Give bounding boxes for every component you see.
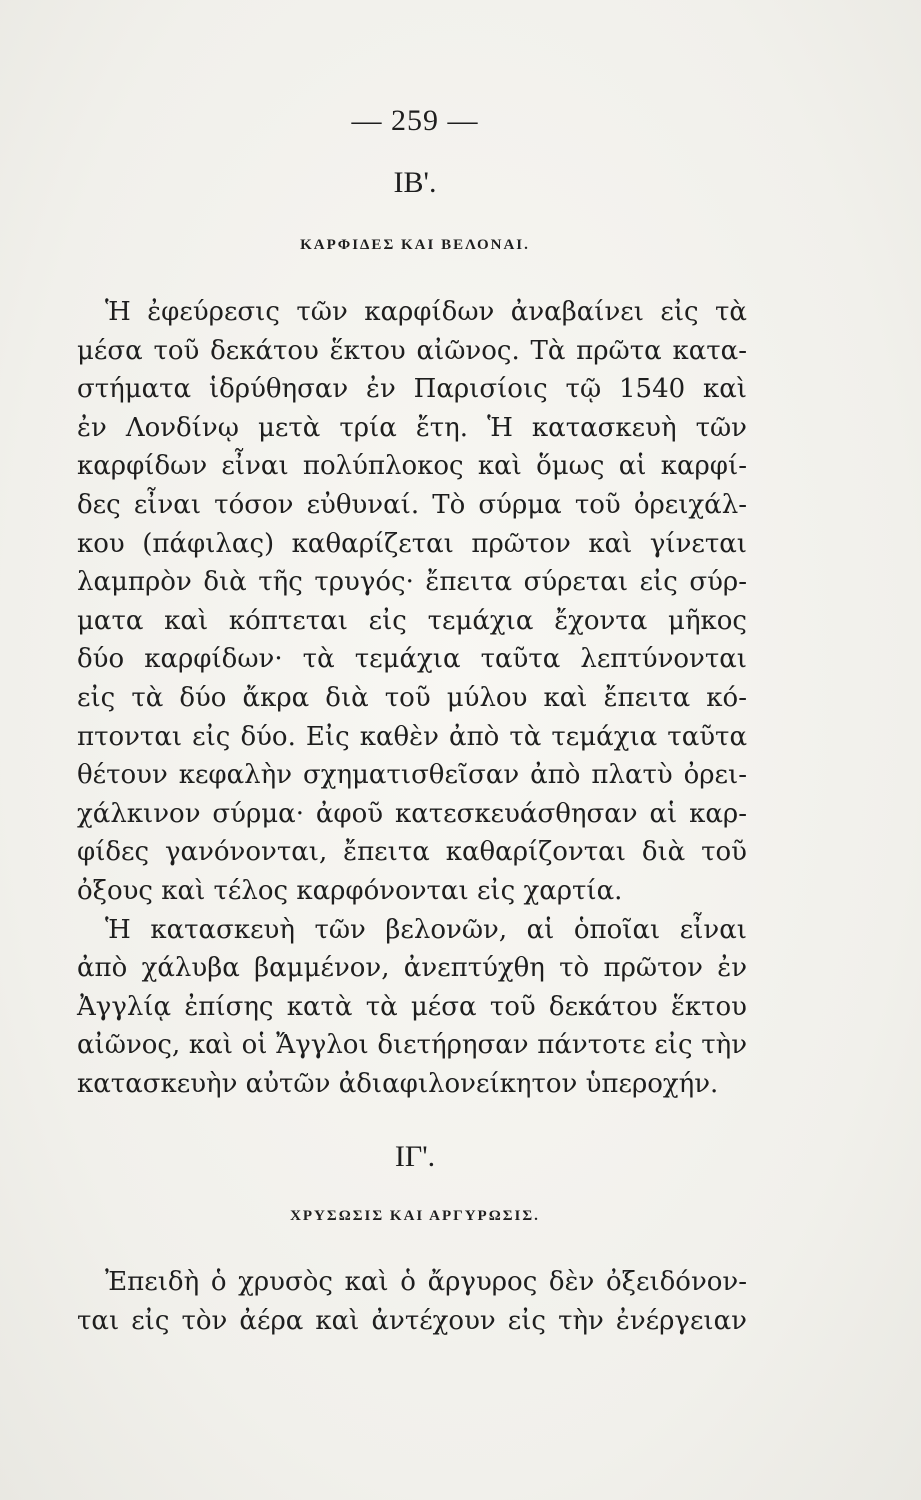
text-line: καρφίδων εἶναι πολύπλοκος καὶ ὅμως αἱ καρφί- [77, 451, 747, 482]
text-line: Ἀγγλίᾳ ἐπίσης κατὰ τὰ μέσα τοῦ δεκάτου ἕκτου [77, 991, 747, 1022]
text-line: ἐν Λονδίνῳ μετὰ τρία ἔτη. Ἡ κατασκευὴ τῶν [77, 412, 747, 443]
text-line: ται εἰς τὸν ἀέρα καὶ ἀντέχουν εἰς τὴν ἐνέργειαν [77, 1305, 747, 1336]
section-number: ΙΒ'. [393, 166, 437, 199]
text-line: στήματα ἱδρύθησαν ἐν Παρισίοις τῷ 1540 καὶ [77, 374, 747, 405]
section-body [77, 1263, 747, 1340]
page-number: — 259 — [351, 104, 479, 137]
text-line: δες εἶναι τόσον εὐθυναί. Τὸ σύρμα τοῦ ὀρειχάλ- [77, 489, 747, 520]
text-line: ἀπὸ χάλυβα βαμμένον, ἀνεπτύχθη τὸ πρῶτον ἐν [77, 953, 747, 984]
text-line: ματα καὶ κόπτεται εἰς τεμάχια ἔχοντα μῆκος [77, 605, 747, 636]
text-line: λαμπρὸν διὰ τῆς τρυγός· ἔπειτα σύρεται εἰς σύρ- [77, 567, 747, 598]
text-line: χάλκινον σύρμα· ἀφοῦ κατεσκευάσθησαν αἱ καρ- [77, 798, 747, 829]
section-body [77, 293, 747, 1103]
text-line: Ἡ κατασκευὴ τῶν βελονῶν, αἱ ὁποῖαι εἶναι [105, 914, 747, 945]
text-line: θέτουν κεφαλὴν σχηματισθεῖσαν ἀπὸ πλατὺ ὀρει- [77, 760, 747, 791]
text-line: μέσα τοῦ δεκάτου ἕκτου αἰῶνος. Τὰ πρῶτα κατα- [77, 335, 747, 366]
section-title: ΚΑΡΦΙΔΕΣ ΚΑΙ ΒΕΛΟΝΑΙ. [300, 237, 530, 253]
text-line: κατασκευὴν αὐτῶν ἀδιαφιλονείκητον ὑπεροχήν. [77, 1068, 719, 1099]
text-line: Ἐπειδὴ ὁ χρυσὸς καὶ ὁ ἄργυρος δὲν ὀξειδόνον- [105, 1267, 747, 1297]
text-line: Ἡ ἐφεύρεσις τῶν καρφίδων ἀναβαίνει εἰς τὰ [105, 297, 747, 327]
section-title: ΧΡΥΣΩΣΙΣ ΚΑΙ ΑΡΓΥΡΩΣΙΣ. [290, 1208, 540, 1224]
section-number: ΙΓ'. [394, 1140, 436, 1173]
text-line: πτονται εἰς δύο. Εἰς καθὲν ἀπὸ τὰ τεμάχια ταῦτα [77, 721, 747, 752]
text-line: ὀξους καὶ τέλος καρφόνονται εἰς χαρτία. [77, 875, 623, 906]
text-line: φίδες γανόνονται, ἔπειτα καθαρίζονται διὰ τοῦ [77, 837, 747, 868]
text-line: δύο καρφίδων· τὰ τεμάχια ταῦτα λεπτύνονται [77, 644, 747, 675]
text-line: εἰς τὰ δύο ἄκρα διὰ τοῦ μύλου καὶ ἔπειτα κό- [77, 682, 747, 713]
text-line: αἰῶνος, καὶ οἱ Ἄγγλοι διετήρησαν πάντοτε εἰς τὴν [77, 1030, 747, 1061]
text-line: κου (πάφιλας) καθαρίζεται πρῶτον καὶ γίνεται [77, 528, 747, 559]
